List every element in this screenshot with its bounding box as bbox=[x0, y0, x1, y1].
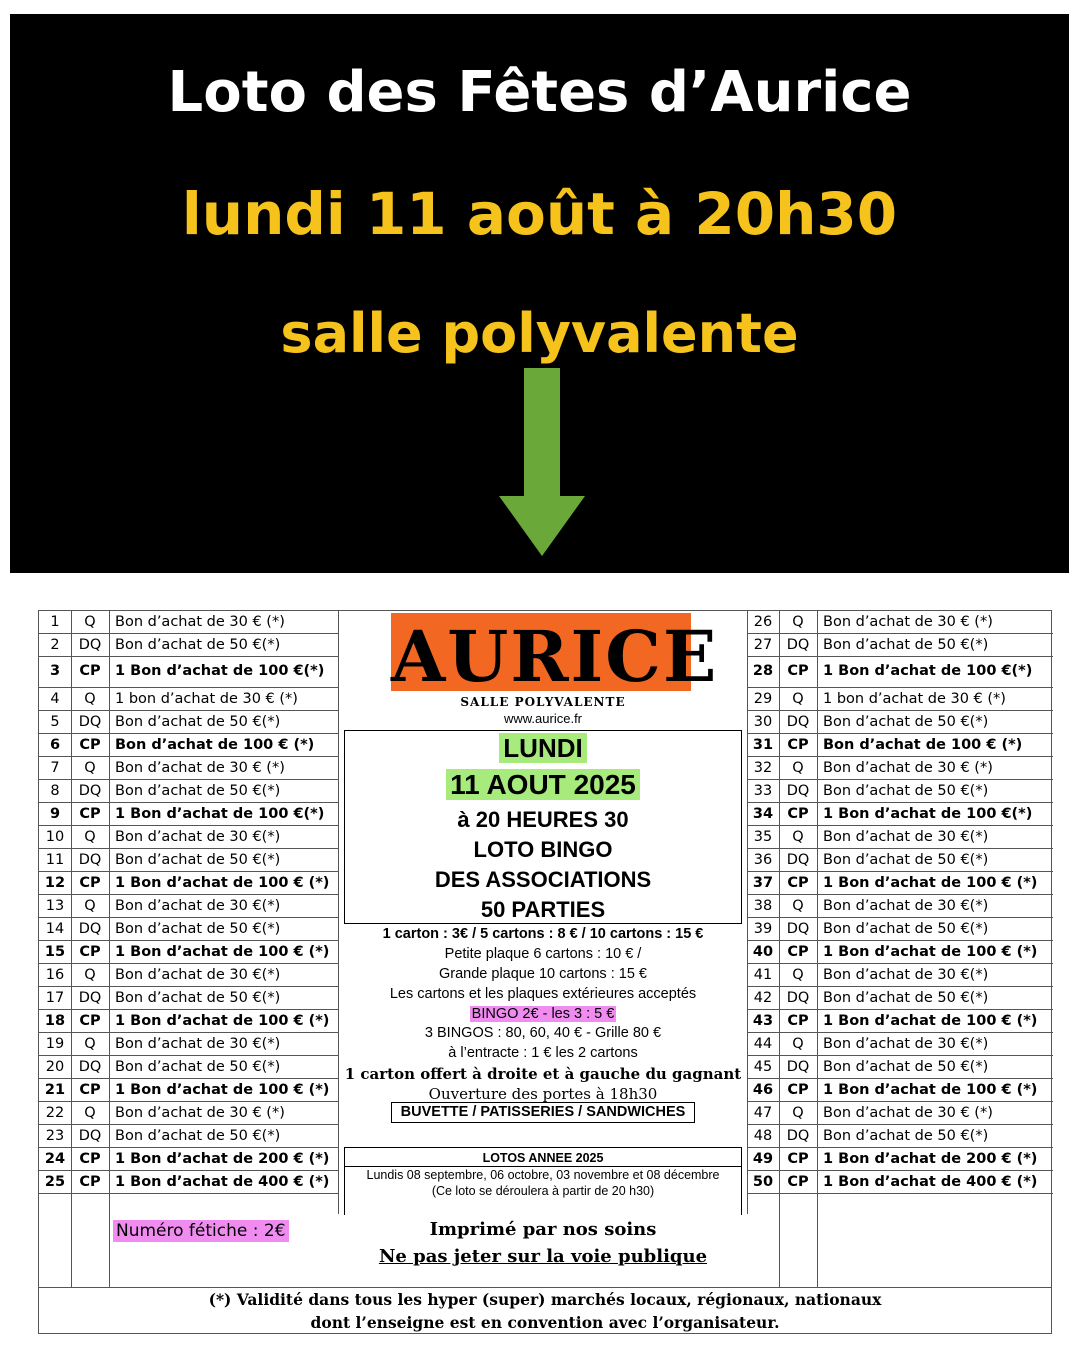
prize-row bbox=[747, 987, 1053, 1010]
lotos-dates: Lundis 08 septembre, 06 octobre, 03 novembre et 08 décembre bbox=[366, 1168, 720, 1182]
game-number: 25 bbox=[44, 1174, 66, 1190]
game-number: 12 bbox=[44, 875, 66, 891]
arrow-down-icon bbox=[497, 368, 587, 558]
doors-opening: Ouverture des portes à 18h30 bbox=[428, 1085, 658, 1103]
prize-row bbox=[747, 734, 1053, 757]
game-number: 19 bbox=[45, 1036, 65, 1052]
prize-row bbox=[747, 964, 1053, 987]
game-number: 49 bbox=[752, 1151, 774, 1167]
prize: Bon d’achat de 30 € (*) bbox=[115, 760, 285, 776]
prize: 1 Bon d’achat de 100 € (*) bbox=[823, 875, 1038, 891]
poster-center bbox=[339, 611, 747, 1287]
prize-row bbox=[39, 1125, 339, 1148]
prize-row bbox=[39, 1079, 339, 1102]
game-type: CP bbox=[79, 806, 101, 822]
game-type: Q bbox=[84, 760, 96, 776]
game-type: Q bbox=[792, 691, 804, 707]
game-number: 27 bbox=[753, 637, 773, 653]
game-type: DQ bbox=[786, 783, 810, 799]
prize-row bbox=[39, 634, 339, 657]
event-day: LUNDI bbox=[499, 733, 586, 763]
prize: Bon d’achat de 50 €(*) bbox=[823, 637, 989, 653]
validity-note-line2: dont l’enseigne est en convention avec l’organisateur. bbox=[310, 1313, 780, 1332]
divider bbox=[39, 1287, 1051, 1288]
free-carton: 1 carton offert à droite et à gauche du gagnant bbox=[344, 1065, 742, 1083]
prize-row bbox=[39, 1148, 339, 1171]
game-type: CP bbox=[79, 1174, 101, 1190]
game-number: 47 bbox=[753, 1105, 773, 1121]
game-type: Q bbox=[792, 898, 804, 914]
event-parties: 50 PARTIES bbox=[480, 897, 606, 922]
game-type: Q bbox=[792, 1105, 804, 1121]
prize: Bon d’achat de 30 €(*) bbox=[823, 967, 989, 983]
prize: 1 Bon d’achat de 100 €(*) bbox=[823, 806, 1033, 822]
game-type: CP bbox=[79, 1013, 101, 1029]
prize-row bbox=[39, 711, 339, 734]
prize-row bbox=[39, 941, 339, 964]
litter-notice: Ne pas jeter sur la voie publique bbox=[378, 1246, 708, 1267]
buvette-box: BUVETTE / PATISSERIES / SANDWICHES bbox=[391, 1102, 695, 1123]
game-type: CP bbox=[787, 1013, 809, 1029]
game-type: CP bbox=[79, 1082, 101, 1098]
prize: 1 Bon d’achat de 100 € (*) bbox=[823, 1082, 1038, 1098]
game-number: 36 bbox=[753, 852, 773, 868]
event-type: LOTO BINGO bbox=[473, 837, 613, 862]
game-number: 23 bbox=[45, 1128, 65, 1144]
game-type: DQ bbox=[78, 852, 102, 868]
prize-row bbox=[747, 826, 1053, 849]
game-type: DQ bbox=[78, 1059, 102, 1075]
prize: Bon d’achat de 30 €(*) bbox=[115, 1036, 281, 1052]
prize: 1 Bon d’achat de 100 € (*) bbox=[823, 944, 1038, 960]
prize: Bon d’achat de 100 € (*) bbox=[115, 737, 315, 753]
prize: Bon d’achat de 30 €(*) bbox=[823, 1036, 989, 1052]
game-type: Q bbox=[84, 691, 96, 707]
prize-row bbox=[747, 711, 1053, 734]
price-petite-plaque: Petite plaque 6 cartons : 10 € / bbox=[444, 946, 642, 962]
prize-row bbox=[39, 734, 339, 757]
prize-row bbox=[747, 634, 1053, 657]
game-type: DQ bbox=[78, 783, 102, 799]
prize: 1 bon d’achat de 30 € (*) bbox=[823, 691, 1006, 707]
prize: Bon d’achat de 30 €(*) bbox=[115, 898, 281, 914]
game-number: 13 bbox=[45, 898, 65, 914]
prize: Bon d’achat de 50 €(*) bbox=[823, 990, 989, 1006]
venue-label: SALLE POLYVALENTE bbox=[460, 695, 626, 709]
game-number: 26 bbox=[753, 614, 773, 630]
prize-row bbox=[747, 1079, 1053, 1102]
prize: Bon d’achat de 100 € (*) bbox=[823, 737, 1023, 753]
prize-row bbox=[39, 872, 339, 895]
prize-row bbox=[747, 657, 1053, 688]
prize: Bon d’achat de 30 € (*) bbox=[823, 760, 993, 776]
game-number: 42 bbox=[753, 990, 773, 1006]
prize-row bbox=[747, 1033, 1053, 1056]
game-number: 18 bbox=[44, 1013, 66, 1029]
prize-row bbox=[747, 1125, 1053, 1148]
game-type: CP bbox=[787, 806, 809, 822]
game-number: 11 bbox=[45, 852, 65, 868]
event-box bbox=[344, 730, 742, 924]
prize-row bbox=[39, 688, 339, 711]
game-number: 1 bbox=[50, 614, 60, 630]
game-type: Q bbox=[792, 829, 804, 845]
game-number: 15 bbox=[44, 944, 66, 960]
game-number: 46 bbox=[752, 1082, 774, 1098]
game-number: 22 bbox=[45, 1105, 65, 1121]
game-type: CP bbox=[787, 944, 809, 960]
divider bbox=[747, 611, 748, 1214]
prize: Bon d’achat de 30 € (*) bbox=[823, 1105, 993, 1121]
prize-row bbox=[39, 611, 339, 634]
game-type: CP bbox=[787, 663, 809, 679]
prize: Bon d’achat de 30 €(*) bbox=[823, 829, 989, 845]
game-type: CP bbox=[79, 944, 101, 960]
prize: 1 Bon d’achat de 100 € (*) bbox=[823, 1013, 1038, 1029]
game-type: CP bbox=[787, 875, 809, 891]
game-number: 38 bbox=[753, 898, 773, 914]
game-type: Q bbox=[84, 829, 96, 845]
prize-row bbox=[747, 1148, 1053, 1171]
game-number: 45 bbox=[753, 1059, 773, 1075]
prize-row bbox=[39, 1171, 339, 1194]
game-type: DQ bbox=[78, 921, 102, 937]
prize-row bbox=[747, 872, 1053, 895]
website[interactable]: www.aurice.fr bbox=[503, 711, 583, 726]
prize-row bbox=[39, 780, 339, 803]
game-number: 31 bbox=[752, 737, 774, 753]
lotos-year-box bbox=[344, 1147, 742, 1215]
game-type: Q bbox=[84, 967, 96, 983]
prize-row bbox=[39, 987, 339, 1010]
game-type: CP bbox=[787, 1174, 809, 1190]
prize-row bbox=[39, 964, 339, 987]
exterior-cards: Les cartons et les plaques extérieures acceptés bbox=[389, 986, 697, 1002]
game-number: 24 bbox=[44, 1151, 66, 1167]
banner bbox=[10, 14, 1069, 573]
game-number: 20 bbox=[45, 1059, 65, 1075]
bingos: 3 BINGOS : 80, 60, 40 € - Grille 80 € bbox=[424, 1025, 662, 1041]
prize-row bbox=[39, 757, 339, 780]
prize: Bon d’achat de 50 €(*) bbox=[823, 783, 989, 799]
prize: Bon d’achat de 50 €(*) bbox=[115, 990, 281, 1006]
prize-row bbox=[747, 688, 1053, 711]
prize-row bbox=[747, 1171, 1053, 1194]
town-banner bbox=[391, 613, 719, 698]
game-type: CP bbox=[79, 1151, 101, 1167]
game-type: Q bbox=[792, 1036, 804, 1052]
event-organizer: DES ASSOCIATIONS bbox=[434, 867, 652, 892]
game-type: DQ bbox=[786, 637, 810, 653]
game-number: 32 bbox=[753, 760, 773, 776]
printed-note: Imprimé par nos soins bbox=[429, 1219, 657, 1240]
prize: Bon d’achat de 50 €(*) bbox=[823, 921, 989, 937]
game-number: 2 bbox=[50, 637, 60, 653]
prize: Bon d’achat de 30 €(*) bbox=[115, 967, 281, 983]
game-type: DQ bbox=[786, 1128, 810, 1144]
divider bbox=[71, 611, 72, 1287]
event-date: 11 AOUT 2025 bbox=[446, 769, 640, 800]
prize-row bbox=[39, 826, 339, 849]
validity-note-line1: (*) Validité dans tous les hyper (super) marchés locaux, régionaux, nationaux bbox=[208, 1290, 882, 1309]
prize: 1 Bon d’achat de 400 € (*) bbox=[115, 1174, 330, 1190]
prize-row bbox=[39, 803, 339, 826]
prize: Bon d’achat de 30 €(*) bbox=[823, 898, 989, 914]
game-type: Q bbox=[792, 614, 804, 630]
prize-row bbox=[39, 1033, 339, 1056]
prize-row bbox=[39, 849, 339, 872]
prize: Bon d’achat de 50 €(*) bbox=[823, 852, 989, 868]
game-number: 41 bbox=[753, 967, 773, 983]
event-time: à 20 HEURES 30 bbox=[457, 807, 629, 832]
prize: 1 Bon d’achat de 400 € (*) bbox=[823, 1174, 1038, 1190]
prize: Bon d’achat de 50 €(*) bbox=[115, 852, 281, 868]
game-number: 37 bbox=[752, 875, 774, 891]
prize-row bbox=[747, 1056, 1053, 1079]
prize: 1 Bon d’achat de 100 €(*) bbox=[823, 663, 1033, 679]
banner-venue: salle polyvalente bbox=[280, 302, 799, 365]
game-type: DQ bbox=[786, 852, 810, 868]
prize: Bon d’achat de 30 € (*) bbox=[115, 1105, 285, 1121]
game-number: 40 bbox=[752, 944, 774, 960]
prize-row bbox=[39, 657, 339, 688]
prize: 1 Bon d’achat de 100 € (*) bbox=[115, 1082, 330, 1098]
game-type: CP bbox=[79, 737, 101, 753]
divider bbox=[345, 1166, 741, 1167]
price-grande-plaque: Grande plaque 10 cartons : 15 € bbox=[439, 966, 647, 982]
prize-row bbox=[39, 918, 339, 941]
prize: Bon d’achat de 50 €(*) bbox=[115, 783, 281, 799]
prize: 1 Bon d’achat de 100 €(*) bbox=[115, 806, 325, 822]
game-number: 16 bbox=[45, 967, 65, 983]
prize: 1 Bon d’achat de 200 € (*) bbox=[823, 1151, 1038, 1167]
prize: 1 Bon d’achat de 100 € (*) bbox=[115, 1013, 330, 1029]
game-type: DQ bbox=[78, 714, 102, 730]
game-number: 14 bbox=[45, 921, 65, 937]
divider bbox=[779, 611, 780, 1287]
game-number: 7 bbox=[50, 760, 60, 776]
prize: Bon d’achat de 50 €(*) bbox=[823, 1059, 989, 1075]
prize: 1 bon d’achat de 30 € (*) bbox=[115, 691, 298, 707]
game-number: 17 bbox=[45, 990, 65, 1006]
prize-row bbox=[747, 895, 1053, 918]
game-type: Q bbox=[84, 1105, 96, 1121]
game-type: CP bbox=[787, 1151, 809, 1167]
prize-row bbox=[747, 611, 1053, 634]
game-number: 4 bbox=[50, 691, 60, 707]
prize-row bbox=[747, 757, 1053, 780]
game-type: CP bbox=[787, 1082, 809, 1098]
game-type: DQ bbox=[78, 990, 102, 1006]
game-number: 29 bbox=[753, 691, 773, 707]
game-type: CP bbox=[79, 663, 101, 679]
game-type: DQ bbox=[786, 921, 810, 937]
game-number: 43 bbox=[752, 1013, 774, 1029]
game-number: 33 bbox=[753, 783, 773, 799]
game-number: 39 bbox=[753, 921, 773, 937]
prize: Bon d’achat de 50 €(*) bbox=[115, 637, 281, 653]
game-type: CP bbox=[787, 737, 809, 753]
prize: 1 Bon d’achat de 100 €(*) bbox=[115, 663, 325, 679]
divider bbox=[109, 611, 110, 1287]
game-number: 6 bbox=[49, 737, 61, 753]
game-type: DQ bbox=[786, 714, 810, 730]
prize: Bon d’achat de 50 €(*) bbox=[115, 1059, 281, 1075]
game-number: 3 bbox=[49, 663, 61, 679]
game-type: Q bbox=[792, 760, 804, 776]
prize: Bon d’achat de 30 €(*) bbox=[115, 829, 281, 845]
prize-row bbox=[39, 895, 339, 918]
prize: Bon d’achat de 50 €(*) bbox=[823, 714, 989, 730]
game-number: 48 bbox=[753, 1128, 773, 1144]
game-number: 9 bbox=[49, 806, 61, 822]
bingo-price: BINGO 2€ - les 3 : 5 € bbox=[471, 1006, 615, 1022]
prize: Bon d’achat de 50 €(*) bbox=[823, 1128, 989, 1144]
game-number: 30 bbox=[753, 714, 773, 730]
price-cartons: 1 carton : 3€ / 5 cartons : 8 € / 10 cartons : 15 € bbox=[382, 926, 704, 942]
game-number: 8 bbox=[50, 783, 60, 799]
prize-row bbox=[747, 941, 1053, 964]
lucky-number: Numéro fétiche : 2€ bbox=[113, 1220, 289, 1242]
game-number: 10 bbox=[45, 829, 65, 845]
game-type: DQ bbox=[78, 637, 102, 653]
prize-row bbox=[747, 918, 1053, 941]
prize: Bon d’achat de 50 €(*) bbox=[115, 714, 281, 730]
banner-date: lundi 11 août à 20h30 bbox=[181, 180, 898, 248]
game-type: Q bbox=[84, 898, 96, 914]
prize-row bbox=[747, 803, 1053, 826]
game-number: 28 bbox=[752, 663, 774, 679]
prize: Bon d’achat de 50 €(*) bbox=[115, 921, 281, 937]
prize-row bbox=[39, 1056, 339, 1079]
divider bbox=[817, 611, 818, 1287]
prize-row bbox=[747, 849, 1053, 872]
prize: 1 Bon d’achat de 100 € (*) bbox=[115, 944, 330, 960]
prize-row bbox=[747, 780, 1053, 803]
banner-title: Loto des Fêtes d’Aurice bbox=[167, 60, 912, 125]
game-type: DQ bbox=[786, 1059, 810, 1075]
prize: Bon d’achat de 30 € (*) bbox=[115, 614, 285, 630]
game-type: DQ bbox=[786, 990, 810, 1006]
prize-row bbox=[39, 1010, 339, 1033]
game-number: 44 bbox=[753, 1036, 773, 1052]
game-number: 34 bbox=[752, 806, 774, 822]
game-type: Q bbox=[84, 1036, 96, 1052]
prize: Bon d’achat de 30 € (*) bbox=[823, 614, 993, 630]
game-number: 5 bbox=[50, 714, 60, 730]
prize: 1 Bon d’achat de 200 € (*) bbox=[115, 1151, 330, 1167]
loto-poster bbox=[38, 610, 1052, 1334]
game-type: Q bbox=[84, 614, 96, 630]
game-type: DQ bbox=[78, 1128, 102, 1144]
lotos-title: LOTOS ANNEE 2025 bbox=[482, 1151, 604, 1165]
prize: 1 Bon d’achat de 100 € (*) bbox=[115, 875, 330, 891]
entracte: à l’entracte : 1 € les 2 cartons bbox=[448, 1045, 638, 1061]
town-name: AURICE bbox=[391, 615, 719, 698]
lotos-note: (Ce loto se déroulera à partir de 20 h30) bbox=[431, 1184, 655, 1198]
prize: Bon d’achat de 50 €(*) bbox=[115, 1128, 281, 1144]
prize-row bbox=[747, 1102, 1053, 1125]
prize-row bbox=[39, 1102, 339, 1125]
game-number: 50 bbox=[752, 1174, 774, 1190]
game-number: 21 bbox=[44, 1082, 66, 1098]
game-type: Q bbox=[792, 967, 804, 983]
game-number: 35 bbox=[753, 829, 773, 845]
game-type: CP bbox=[79, 875, 101, 891]
prize-row bbox=[747, 1010, 1053, 1033]
